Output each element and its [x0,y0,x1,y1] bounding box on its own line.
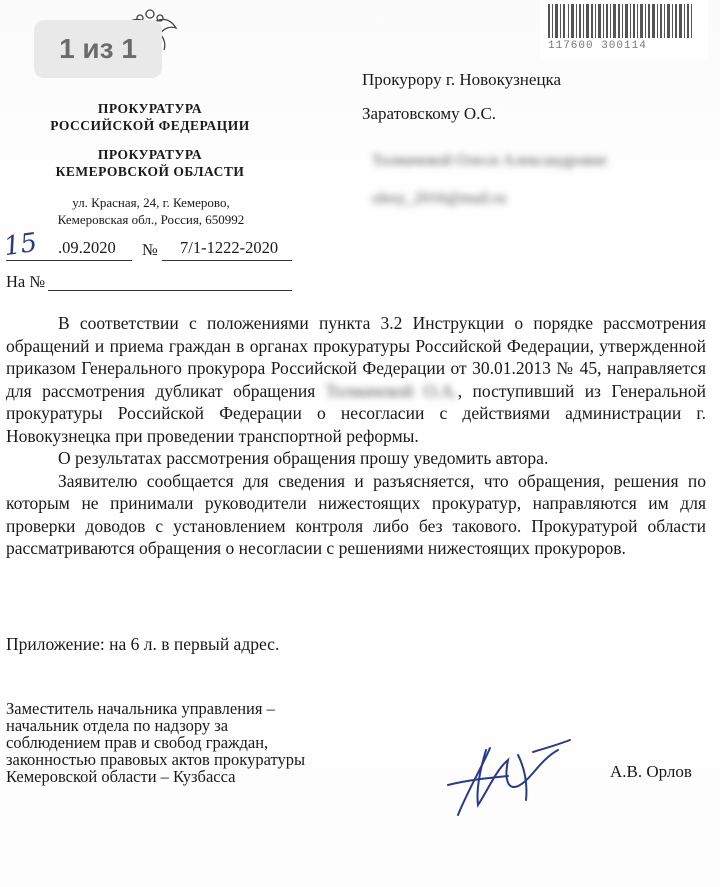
blurred-applicant-name: Толмачевой О.А. [325,380,458,401]
reference-underline [48,290,292,291]
reference-label: На № [6,272,46,291]
paragraph-3: Заявителю сообщается для сведения и разъясняется, что обращения, решения по которым не принимали руководители нижестоящих прокуратур, направляются им для проверки доводов с установлением контроля либо без такового. Прокуратурой области рассматриваются обращения о несогласии с решениями нижестоящих прокуроров. [6,470,706,558]
page-indicator[interactable]: 1 из 1 [34,20,162,78]
paragraph-2: О результатах рассмотрения обращения прошу уведомить автора. [58,448,549,468]
number-label: № [142,240,158,259]
date-underline [6,260,132,261]
paragraph-1 [6,312,706,447]
org-line: КЕМЕРОВСКОЙ ОБЛАСТИ [55,164,245,179]
signatory-title-line: Кемеровской области – Кузбасса [6,767,236,786]
org-address [20,194,282,228]
org-name-regional [30,146,270,180]
document-number: 7/1-1222-2020 [180,238,279,257]
recipient-blurred-name: Толмачевой Олеси Александровне [372,152,608,169]
org-line: ПРОКУРАТУРА [97,101,203,116]
recipient-line-1: Прокурору г. Новокузнецка [362,70,562,89]
signatory-title-line: Заместитель начальника управления – [6,699,275,718]
attachment-note: Приложение: на 6 л. в первый адрес. [6,634,280,654]
paragraph-1-text-end: , поступивший из Генеральной прокуратуры Российской Федерации о несогласии с действиями администрации г. Новокузнецка при проведении транспортной реформы. [6,380,706,446]
signatory-title-line: законностью правовых актов прокуратуры [6,750,306,769]
barcode-number: 117600 300114 [548,40,647,52]
handwritten-signature-icon [428,730,578,825]
org-name-federal [30,100,270,134]
recipient-blurred-email: olesy_2016@mail.ru [372,190,507,207]
paragraph-1-text: В соответствии с положениями пункта 3.2 Инструкции о порядке рассмотрения обращений и приема граждан в органах прокуратуры Российской Федерации, утвержденной приказом Генерального прокурора Российской Федерации от 30.01.2013 № 45, направляется для рассмотрения дубликат обращения [6,313,706,401]
signatory-name: А.В. Орлов [610,762,692,781]
signatory-title [6,700,305,785]
address-line: Кемеровская обл., Россия, 650992 [57,212,245,227]
recipient-line-2: Заратовскому О.С. [362,104,497,123]
org-line: РОССИЙСКОЙ ФЕДЕРАЦИИ [50,118,250,133]
signatory-title-line: соблюдением прав и свобод граждан, [6,733,269,752]
signatory-title-line: начальник отдела по надзору за [6,716,229,735]
number-underline [162,260,292,261]
date-printed: .09.2020 [58,238,116,257]
address-line: ул. Красная, 24, г. Кемерово, [72,195,230,210]
org-line: ПРОКУРАТУРА [97,147,203,162]
letter-body [6,312,706,560]
handwritten-date: 15 [2,227,40,263]
